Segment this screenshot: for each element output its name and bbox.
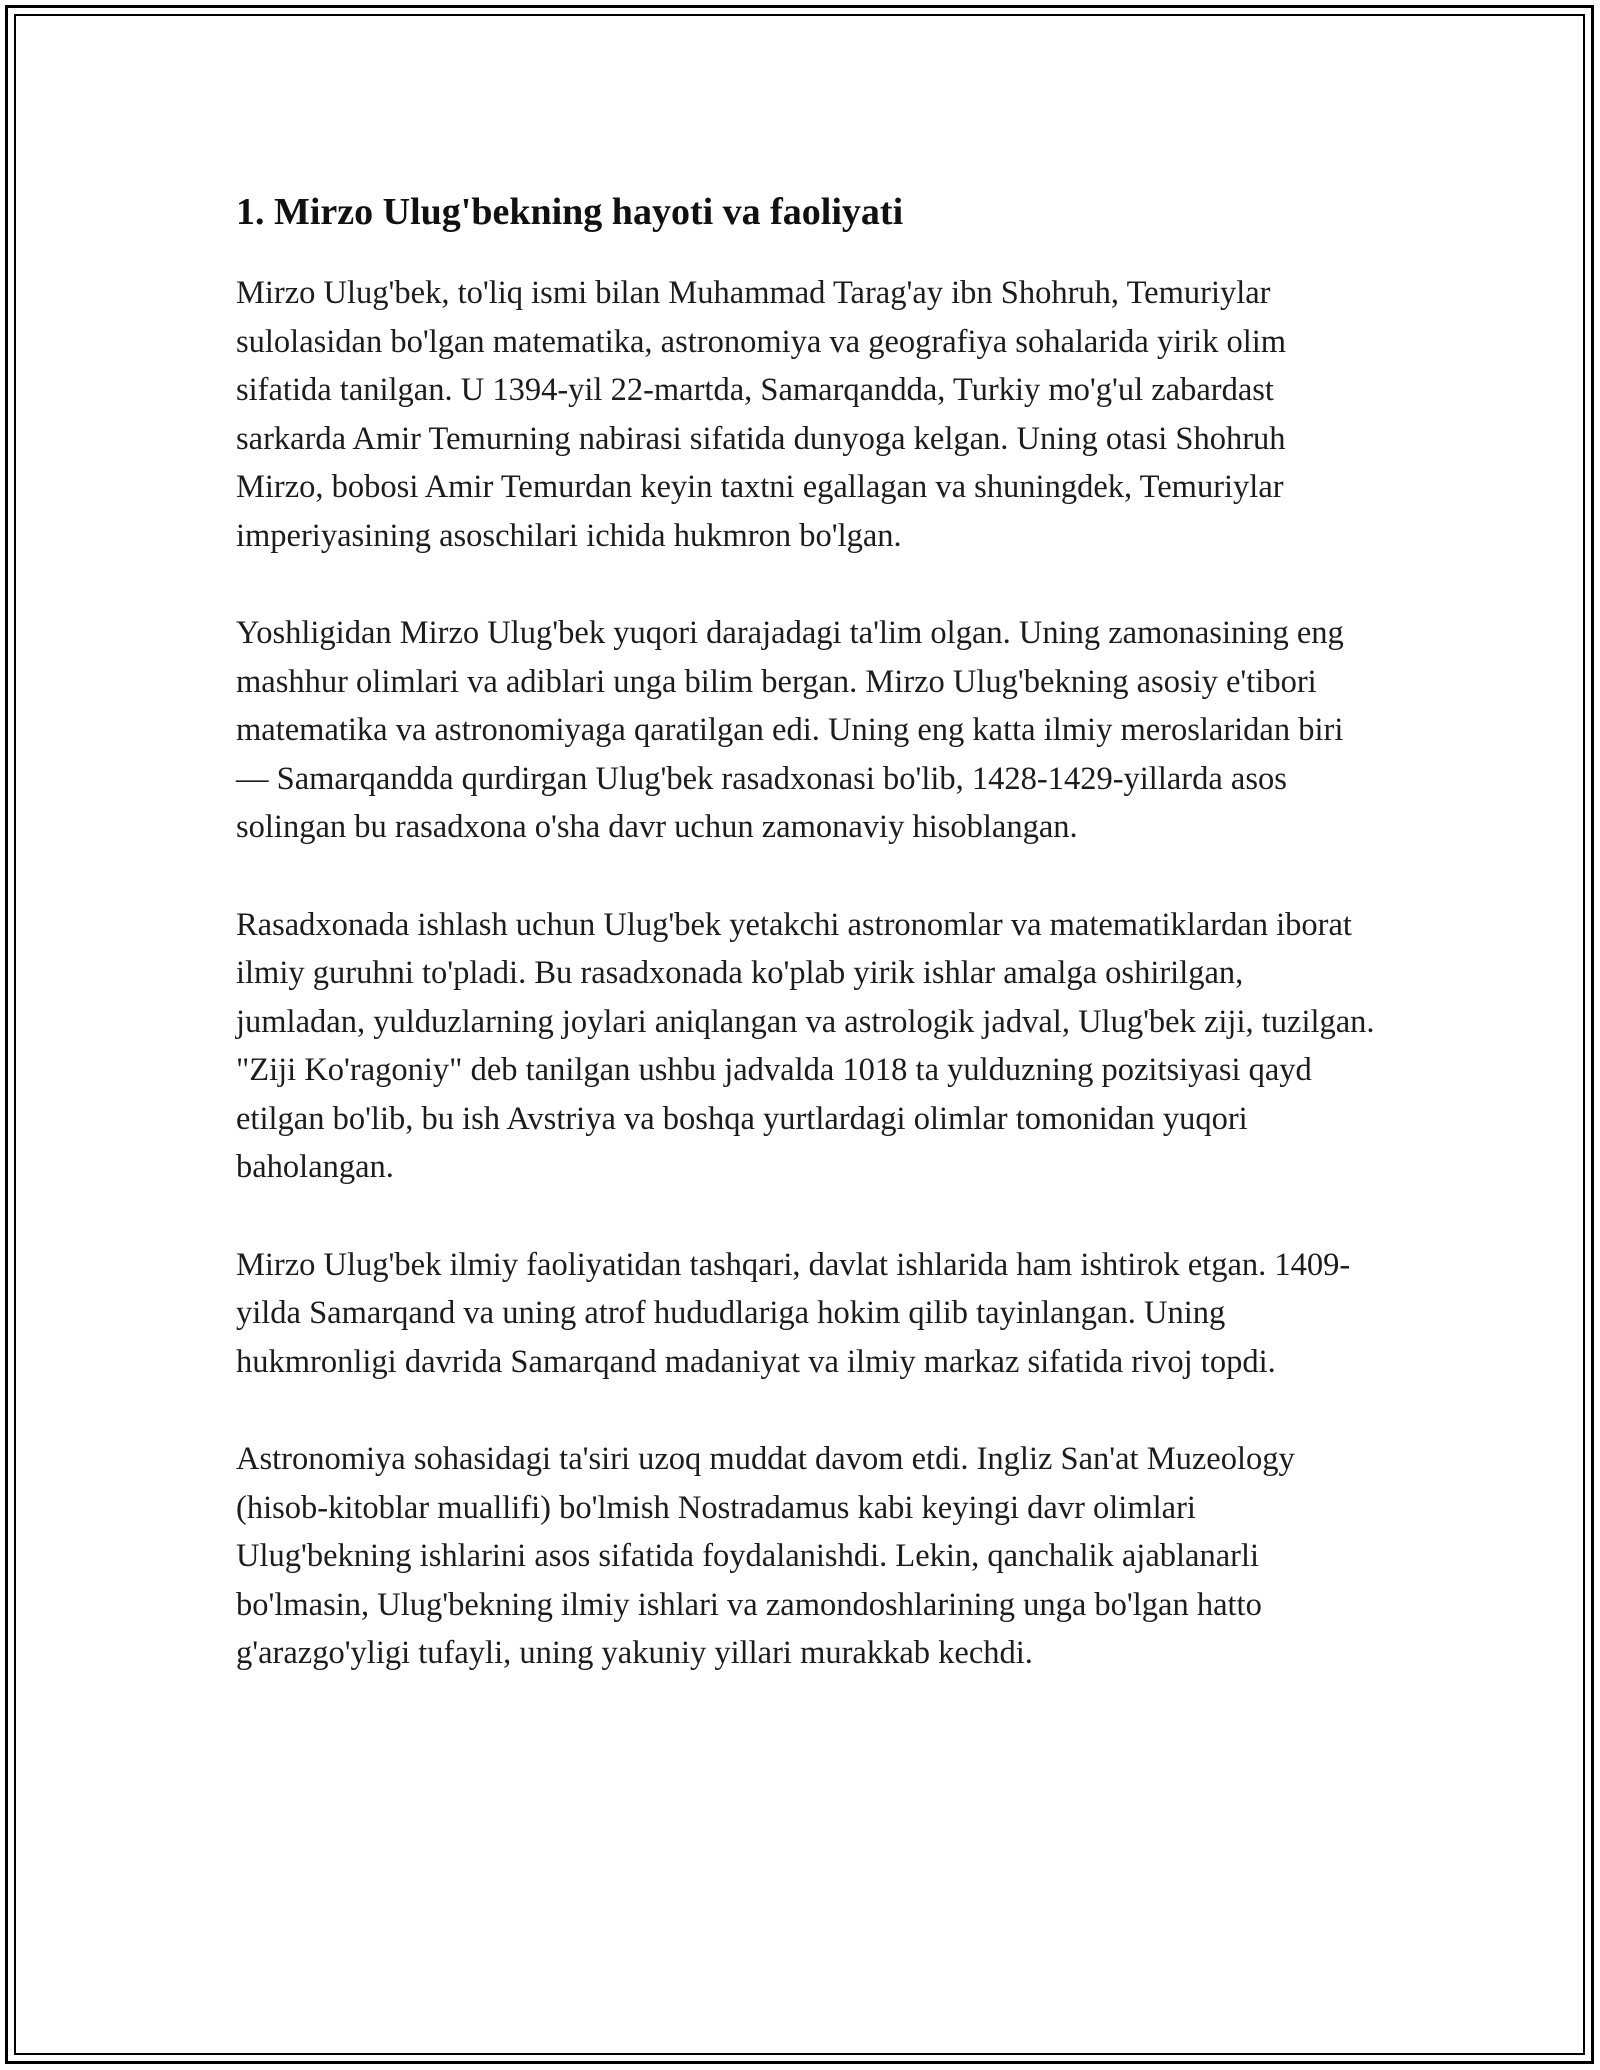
paragraph-4: Mirzo Ulug'bek ilmiy faoliyatidan tashqari, davlat ishlarida ham ishtirok etgan. 1409-yilda Samarqand va uning atrof hududlariga hokim qilib tayinlangan. Uning hukmronligi davrida Samarqand madaniyat va ilmiy markaz sifatida rivoj topdi.	[236, 1246, 1351, 1380]
paragraph-1: Mirzo Ulug'bek, to'liq ismi bilan Muhammad Tarag'ay ibn Shohruh, Temuriylar sulolasidan bo'lgan matematika, astronomiya va geografiya sohalarida yirik olim sifatida tanilgan. U 1394-yil 22-martda, Samarqandda, Turkiy mo'g'ul zabardast sarkarda Amir Temurning nabirasi sifatida dunyoga kelgan. Uning otasi Shohruh Mirzo, bobosi Amir Temurdan keyin taxtni egallagan va shuningdek, Temuriylar imperiyasining asoschilari ichida hukmron bo'lgan.	[236, 275, 1287, 554]
document-body	[236, 184, 1376, 1727]
paragraph-2: Yoshligidan Mirzo Ulug'bek yuqori darajadagi ta'lim olgan. Uning zamonasining eng mashhur olimlari va adiblari unga bilim bergan. Mirzo Ulug'bekning asosiy e'tibori matematika va astronomiyaga qaratilgan edi. Uning eng katta ilmiy meroslaridan biri — Samarqandda qurdirgan Ulug'bek rasadxonasi bo'lib, 1428-1429-yillarda asos solingan bu rasadxona o'sha davr uchun zamonaviy hisoblangan.	[236, 615, 1344, 845]
paragraph-5: Astronomiya sohasidagi ta'siri uzoq muddat davom etdi. Ingliz San'at Muzeology (hisob-kitoblar muallifi) bo'lmish Nostradamus kabi keyingi davr olimlari Ulug'bekning ishlarini asos sifatida foydalanishdi. Lekin, qanchalik ajablanarli bo'lmasin, Ulug'bekning ilmiy ishlari va zamondoshlarining unga bo'lgan hatto g'arazgo'yligi tufayli, uning yakuniy yillari murakkab kechdi.	[236, 1441, 1295, 1671]
paragraph-3: Rasadxonada ishlash uchun Ulug'bek yetakchi astronomlar va matematiklardan iborat ilmiy guruhni to'pladi. Bu rasadxonada ko'plab yirik ishlar amalga oshirilgan, jumladan, yulduzlarning joylari aniqlangan va astrologik jadval, Ulug'bek ziji, tuzilgan. "Ziji Ko'ragoniy" deb tanilgan ushbu jadvalda 1018 ta yulduzning pozitsiyasi qayd etilgan bo'lib, bu ish Avstriya va boshqa yurtlardagi olimlar tomonidan yuqori baholangan.	[236, 906, 1375, 1185]
document-title: 1. Mirzo Ulug'bekning hayoti va faoliyati	[236, 191, 904, 233]
